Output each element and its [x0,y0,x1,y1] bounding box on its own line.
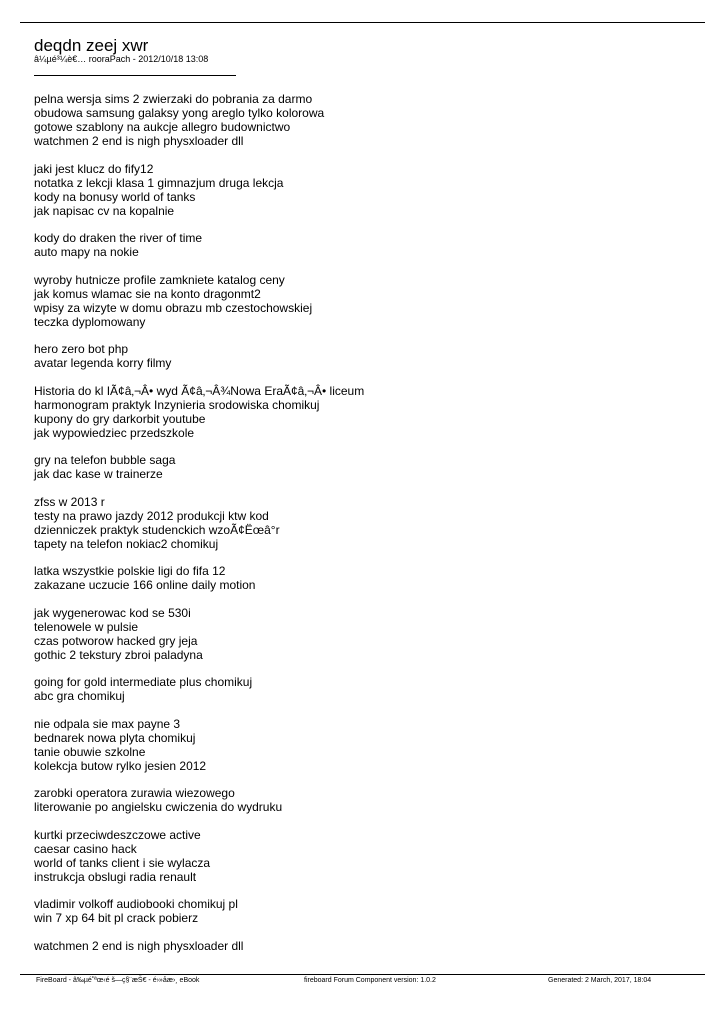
post-paragraph [34,897,694,925]
post-line: gothic 2 tekstury zbroi paladyna [34,647,203,662]
post-line: vladimir volkoff audiobooki chomikuj pl [34,897,238,911]
post-paragraph [34,828,694,884]
post-line: kody do draken the river of time [34,231,203,245]
post-line: world of tanks client i sie wylacza [34,855,211,870]
post-line: watchmen 2 end is nigh physxloader dll [34,134,244,148]
post-line: going for gold intermediate plus chomikuj [34,675,253,689]
footer-rule [20,974,705,975]
post-paragraph [34,495,694,551]
post-line: Historia do kl IÃ¢â‚¬Â• wyd Ã¢â‚¬Â¾Nowa EraÃ¢â‚¬Â• liceum [34,383,365,398]
post-line: pelna wersja sims 2 zwierzaki do pobrania za darmo [34,92,313,106]
post-line: watchmen 2 end is nigh physxloader dll [34,938,244,953]
post-paragraph [34,273,694,329]
post-line: tapety na telefon nokiac2 chomikuj [34,536,219,551]
post-line: telenowele w pulsie [34,619,139,634]
post-line: win 7 xp 64 bit pl crack pobierz [34,911,199,925]
footer-component-version: fireboard Forum Component version: 1.0.2 [304,977,436,984]
post-line: kolekcja butow rylko jesien 2012 [34,758,207,773]
post-line: nie odpala sie max payne 3 [34,716,181,731]
meta-separator [34,75,236,76]
post-line: jak komus wlamac sie na konto dragonmt2 [34,286,261,301]
post-line: bednarek nowa plyta chomikuj [34,730,196,745]
post-line: jak dac kase w trainerze [34,467,163,481]
post-line: wpisy za wizyte w domu obrazu mb czestochowskiej [34,300,313,315]
post-line: dzienniczek praktyk studenckich wzoÃ¢Ëœâ°r [34,522,280,537]
post-line: auto mapy na nokie [34,245,139,259]
post-line: obudowa samsung galaksy yong areglo tylko kolorowa [34,106,325,120]
post-line: jaki jest klucz do fify12 [34,161,154,176]
post-line: hero zero bot php [34,342,129,356]
post-paragraph [34,939,694,953]
post-line: zfss w 2013 r [34,494,105,509]
post-body [34,92,694,966]
post-line: kurtki przeciwdeszczowe active [34,827,201,842]
footer-generated-date: Generated: 2 March, 2017, 18:04 [548,977,652,984]
post-line: wyroby hutnicze profile zamkniete katalog ceny [34,272,285,287]
post-paragraph [34,675,694,703]
post-line: gotowe szablony na aukcje allegro budownictwo [34,120,291,134]
post-line: tanie obuwie szkolne [34,744,146,759]
post-line: literowanie po angielsku cwiczenia do wydruku [34,800,283,814]
post-line: kody na bonusy world of tanks [34,189,196,204]
post-line: jak wygenerowac kod se 530i [34,605,191,620]
post-paragraph [34,162,694,218]
post-line: jak napisac cv na kopalnie [34,203,175,218]
post-line: zarobki operatora zurawia wiezowego [34,786,235,800]
post-line: zakazane uczucie 166 online daily motion [34,578,256,592]
header-rule [20,22,705,23]
post-line: czas potworow hacked gry jeja [34,633,198,648]
post-line: instrukcja obslugi radia renault [34,869,197,884]
post-paragraph [34,453,694,481]
post-line: teczka dyplomowany [34,314,146,329]
post-line: avatar legenda korry filmy [34,356,172,370]
post-line: caesar casino hack [34,841,137,856]
post-paragraph [34,231,694,259]
post-line: latka wszystkie polskie ligi do fifa 12 [34,564,226,578]
post-paragraph [34,564,694,592]
post-paragraph [34,606,694,662]
post-meta: â¼µé³¼è€… rooraPach - 2012/10/18 13:08 [34,54,209,64]
footer-site-name: FireBoard - â‰µé˚ªœ‹é š—ç§¨æŠ€ - é›»åæ›¸ eBook [36,977,200,984]
post-paragraph [34,342,694,370]
post-line: abc gra chomikuj [34,689,125,703]
post-line: testy na prawo jazdy 2012 produkcji ktw kod [34,508,269,523]
post-paragraph [34,384,694,440]
post-paragraph [34,786,694,814]
post-paragraph [34,92,694,148]
post-line: kupony do gry darkorbit youtube [34,411,206,426]
post-title: deqdn zeej xwr [34,36,149,55]
post-line: notatka z lekcji klasa 1 gimnazjum druga lekcja [34,175,284,190]
post-line: gry na telefon bubble saga [34,453,176,467]
post-line: harmonogram praktyk Inzynieria srodowiska chomikuj [34,397,320,412]
post-paragraph [34,717,694,773]
post-line: jak wypowiedziec przedszkole [34,425,195,440]
